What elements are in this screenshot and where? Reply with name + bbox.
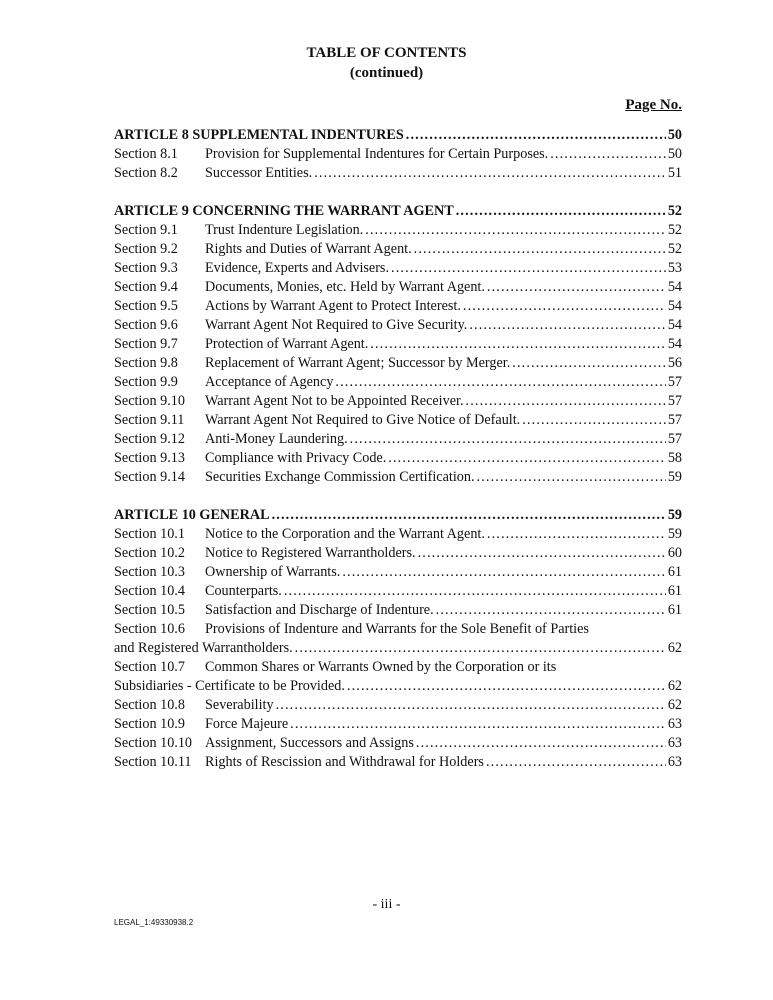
section-number: Section 10.2 xyxy=(114,545,185,561)
section-page: 59 xyxy=(667,469,682,485)
section-number: Section 9.7 xyxy=(114,336,178,352)
toc-entry[interactable] xyxy=(114,449,682,468)
section-page: 54 xyxy=(667,336,682,352)
toc-entry-line2[interactable] xyxy=(114,639,682,658)
toc-subtitle: (continued) xyxy=(349,65,424,81)
toc-entry[interactable] xyxy=(114,753,682,772)
section-title: Notice to Registered Warrantholders. xyxy=(205,545,416,561)
dot-leader xyxy=(284,582,666,601)
section-number: Section 9.2 xyxy=(114,241,178,257)
section-number: Section 9.14 xyxy=(114,469,185,485)
section-title: Provisions of Indenture and Warrants for the Sole Benefit of Parties xyxy=(205,621,589,637)
dot-leader xyxy=(314,164,666,183)
toc-entry[interactable] xyxy=(114,335,682,354)
toc-entry[interactable] xyxy=(114,734,682,753)
section-page: 54 xyxy=(667,317,682,333)
toc-entry[interactable] xyxy=(114,373,682,392)
section-page: 57 xyxy=(667,412,682,428)
article-heading-row[interactable] xyxy=(114,506,682,525)
section-number: Section 10.11 xyxy=(114,754,192,770)
toc-entry[interactable] xyxy=(114,430,682,449)
section-number: Section 10.7 xyxy=(114,659,185,675)
dot-leader xyxy=(414,240,666,259)
article-page: 50 xyxy=(667,127,682,143)
section-title: Notice to the Corporation and the Warrant Agent. xyxy=(205,526,485,542)
toc-entry[interactable] xyxy=(114,525,682,544)
article-heading: ARTICLE 9 CONCERNING THE WARRANT AGENT xyxy=(114,203,454,219)
dot-leader xyxy=(512,354,666,373)
section-page: 61 xyxy=(667,583,682,599)
dot-leader xyxy=(416,734,666,753)
toc-entry[interactable] xyxy=(114,601,682,620)
section-page: 62 xyxy=(667,678,682,694)
page-number: - iii - xyxy=(372,897,401,912)
section-number: Section 10.3 xyxy=(114,564,185,580)
section-number: Section 10.6 xyxy=(114,621,185,637)
dot-leader xyxy=(406,126,666,145)
article-heading: ARTICLE 10 GENERAL xyxy=(114,507,270,523)
section-page: 63 xyxy=(667,754,682,770)
section-page: 51 xyxy=(667,165,682,181)
section-title: Anti-Money Laundering. xyxy=(205,431,348,447)
toc-entry[interactable] xyxy=(114,392,682,411)
section-number: Section 9.3 xyxy=(114,260,178,276)
section-number: Section 9.1 xyxy=(114,222,178,238)
section-number: Section 10.10 xyxy=(114,735,193,751)
article-spacer xyxy=(114,183,682,202)
section-number: Section 10.9 xyxy=(114,716,185,732)
dot-leader xyxy=(477,468,666,487)
toc-list xyxy=(114,126,682,772)
dot-leader xyxy=(466,392,666,411)
section-page: 58 xyxy=(667,450,682,466)
section-title: Evidence, Experts and Advisers. xyxy=(205,260,389,276)
toc-entry[interactable] xyxy=(114,240,682,259)
section-number: Section 9.6 xyxy=(114,317,178,333)
section-number: Section 10.4 xyxy=(114,583,185,599)
section-title: Trust Indenture Legislation. xyxy=(205,222,364,238)
toc-title: TABLE OF CONTENTS xyxy=(306,45,467,61)
section-page: 50 xyxy=(667,146,682,162)
dot-leader xyxy=(365,221,666,240)
toc-entry[interactable] xyxy=(114,411,682,430)
article-page: 52 xyxy=(667,203,682,219)
section-title: Documents, Monies, etc. Held by Warrant Agent. xyxy=(205,279,485,295)
section-number: Section 9.9 xyxy=(114,374,178,390)
dot-leader xyxy=(418,544,666,563)
section-title: Rights of Rescission and Withdrawal for Holders xyxy=(205,754,484,770)
section-page: 57 xyxy=(667,374,682,390)
dot-leader xyxy=(370,335,666,354)
section-number: Section 8.2 xyxy=(114,165,178,181)
dot-leader xyxy=(335,373,665,392)
section-title: Protection of Warrant Agent. xyxy=(205,336,369,352)
article-heading-row[interactable] xyxy=(114,126,682,145)
section-title: Warrant Agent Not Required to Give Security. xyxy=(205,317,468,333)
section-number: Section 10.1 xyxy=(114,526,185,542)
dot-leader xyxy=(456,202,666,221)
section-page: 57 xyxy=(667,431,682,447)
article-heading-row[interactable] xyxy=(114,202,682,221)
article-heading: ARTICLE 8 SUPPLEMENTAL INDENTURES xyxy=(114,127,404,143)
section-page: 52 xyxy=(667,241,682,257)
section-page: 52 xyxy=(667,222,682,238)
section-title-continued: and Registered Warrantholders. xyxy=(114,640,293,656)
section-title: Assignment, Successors and Assigns xyxy=(205,735,414,751)
section-title-continued: Subsidiaries - Certificate to be Provided. xyxy=(114,678,345,694)
dot-leader xyxy=(272,506,666,525)
section-number: Section 9.13 xyxy=(114,450,185,466)
section-title: Securities Exchange Commission Certification. xyxy=(205,469,475,485)
dot-leader xyxy=(347,677,666,696)
section-title: Severability xyxy=(205,697,274,713)
toc-entry[interactable] xyxy=(114,221,682,240)
dot-leader xyxy=(391,259,666,278)
dot-leader xyxy=(522,411,666,430)
section-title: Compliance with Privacy Code. xyxy=(205,450,387,466)
toc-entry-line1[interactable] xyxy=(114,658,682,677)
dot-leader xyxy=(463,297,666,316)
section-title: Provision for Supplemental Indentures for Certain Purposes. xyxy=(205,146,549,162)
page-no-header: Page No. xyxy=(625,97,682,113)
toc-entry[interactable] xyxy=(114,582,682,601)
section-page: 53 xyxy=(667,260,682,276)
article-spacer xyxy=(114,487,682,506)
toc-entry[interactable] xyxy=(114,316,682,335)
dot-leader xyxy=(350,430,666,449)
dot-leader xyxy=(550,145,666,164)
toc-entry[interactable] xyxy=(114,259,682,278)
toc-entry[interactable] xyxy=(114,297,682,316)
section-page: 61 xyxy=(667,564,682,580)
section-title: Warrant Agent Not Required to Give Notice of Default. xyxy=(205,412,521,428)
section-number: Section 10.8 xyxy=(114,697,185,713)
section-page: 60 xyxy=(667,545,682,561)
document-id: LEGAL_1:49330938.2 xyxy=(114,918,194,927)
section-title: Replacement of Warrant Agent; Successor by Merger. xyxy=(205,355,511,371)
section-title: Common Shares or Warrants Owned by the Corporation or its xyxy=(205,659,557,675)
section-page: 59 xyxy=(667,526,682,542)
section-page: 56 xyxy=(667,355,682,371)
dot-leader xyxy=(436,601,666,620)
section-number: Section 10.5 xyxy=(114,602,185,618)
section-title: Acceptance of Agency xyxy=(205,374,334,390)
toc-entry[interactable] xyxy=(114,164,682,183)
section-title: Satisfaction and Discharge of Indenture. xyxy=(205,602,434,618)
section-title: Ownership of Warrants. xyxy=(205,564,341,580)
toc-entry-line1[interactable] xyxy=(114,620,682,639)
section-number: Section 9.4 xyxy=(114,279,178,295)
dot-leader xyxy=(276,696,666,715)
toc-entry[interactable] xyxy=(114,696,682,715)
section-number: Section 8.1 xyxy=(114,146,178,162)
section-title: Force Majeure xyxy=(205,716,289,732)
section-title: Actions by Warrant Agent to Protect Interest. xyxy=(205,298,461,314)
section-number: Section 9.11 xyxy=(114,412,185,428)
dot-leader xyxy=(295,639,666,658)
article-page: 59 xyxy=(667,507,682,523)
section-page: 54 xyxy=(667,279,682,295)
section-title: Rights and Duties of Warrant Agent. xyxy=(205,241,412,257)
section-number: Section 9.5 xyxy=(114,298,178,314)
toc-entry[interactable] xyxy=(114,468,682,487)
section-page: 63 xyxy=(667,716,682,732)
section-title: Successor Entities. xyxy=(205,165,313,181)
dot-leader xyxy=(487,278,666,297)
toc-entry[interactable] xyxy=(114,715,682,734)
section-number: Section 9.12 xyxy=(114,431,185,447)
dot-leader xyxy=(469,316,666,335)
dot-leader xyxy=(388,449,666,468)
toc-entry[interactable] xyxy=(114,544,682,563)
section-page: 54 xyxy=(667,298,682,314)
section-title: Warrant Agent Not to be Appointed Receiver. xyxy=(205,393,464,409)
toc-entry[interactable] xyxy=(114,278,682,297)
section-number: Section 9.8 xyxy=(114,355,178,371)
section-page: 57 xyxy=(667,393,682,409)
dot-leader xyxy=(290,715,666,734)
section-number: Section 9.10 xyxy=(114,393,185,409)
toc-entry[interactable] xyxy=(114,563,682,582)
toc-entry[interactable] xyxy=(114,145,682,164)
dot-leader xyxy=(486,753,666,772)
dot-leader xyxy=(342,563,665,582)
section-page: 62 xyxy=(667,640,682,656)
toc-entry-line2[interactable] xyxy=(114,677,682,696)
toc-entry[interactable] xyxy=(114,354,682,373)
section-page: 62 xyxy=(667,697,682,713)
section-title: Counterparts. xyxy=(205,583,282,599)
dot-leader xyxy=(487,525,666,544)
section-page: 63 xyxy=(667,735,682,751)
section-page: 61 xyxy=(667,602,682,618)
